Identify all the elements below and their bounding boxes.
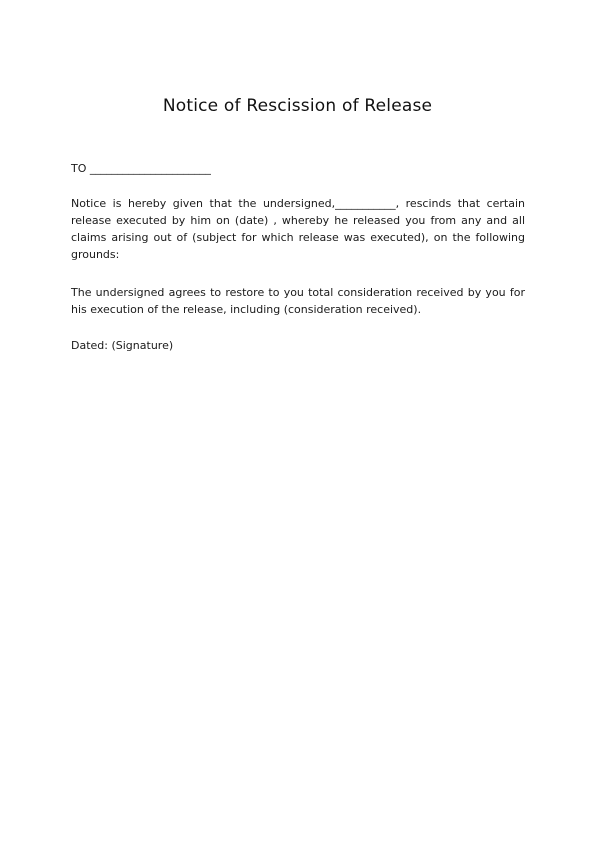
document-title: Notice of Rescission of Release [162,96,433,116]
notice-paragraph: Notice is hereby given that the undersigned,___________, rescinds that certain release executed by him on (date) , whereby he released you from any and all claims arising out of (subject for which release was executed), on the following grounds: [71,197,525,261]
dated-signature-line: Dated: (Signature) [71,339,174,352]
restoration-paragraph: The undersigned agrees to restore to you total consideration received by you for his execution of the release, including (consideration received). [71,286,525,316]
recipient-line: TO ______________________ [71,162,211,175]
